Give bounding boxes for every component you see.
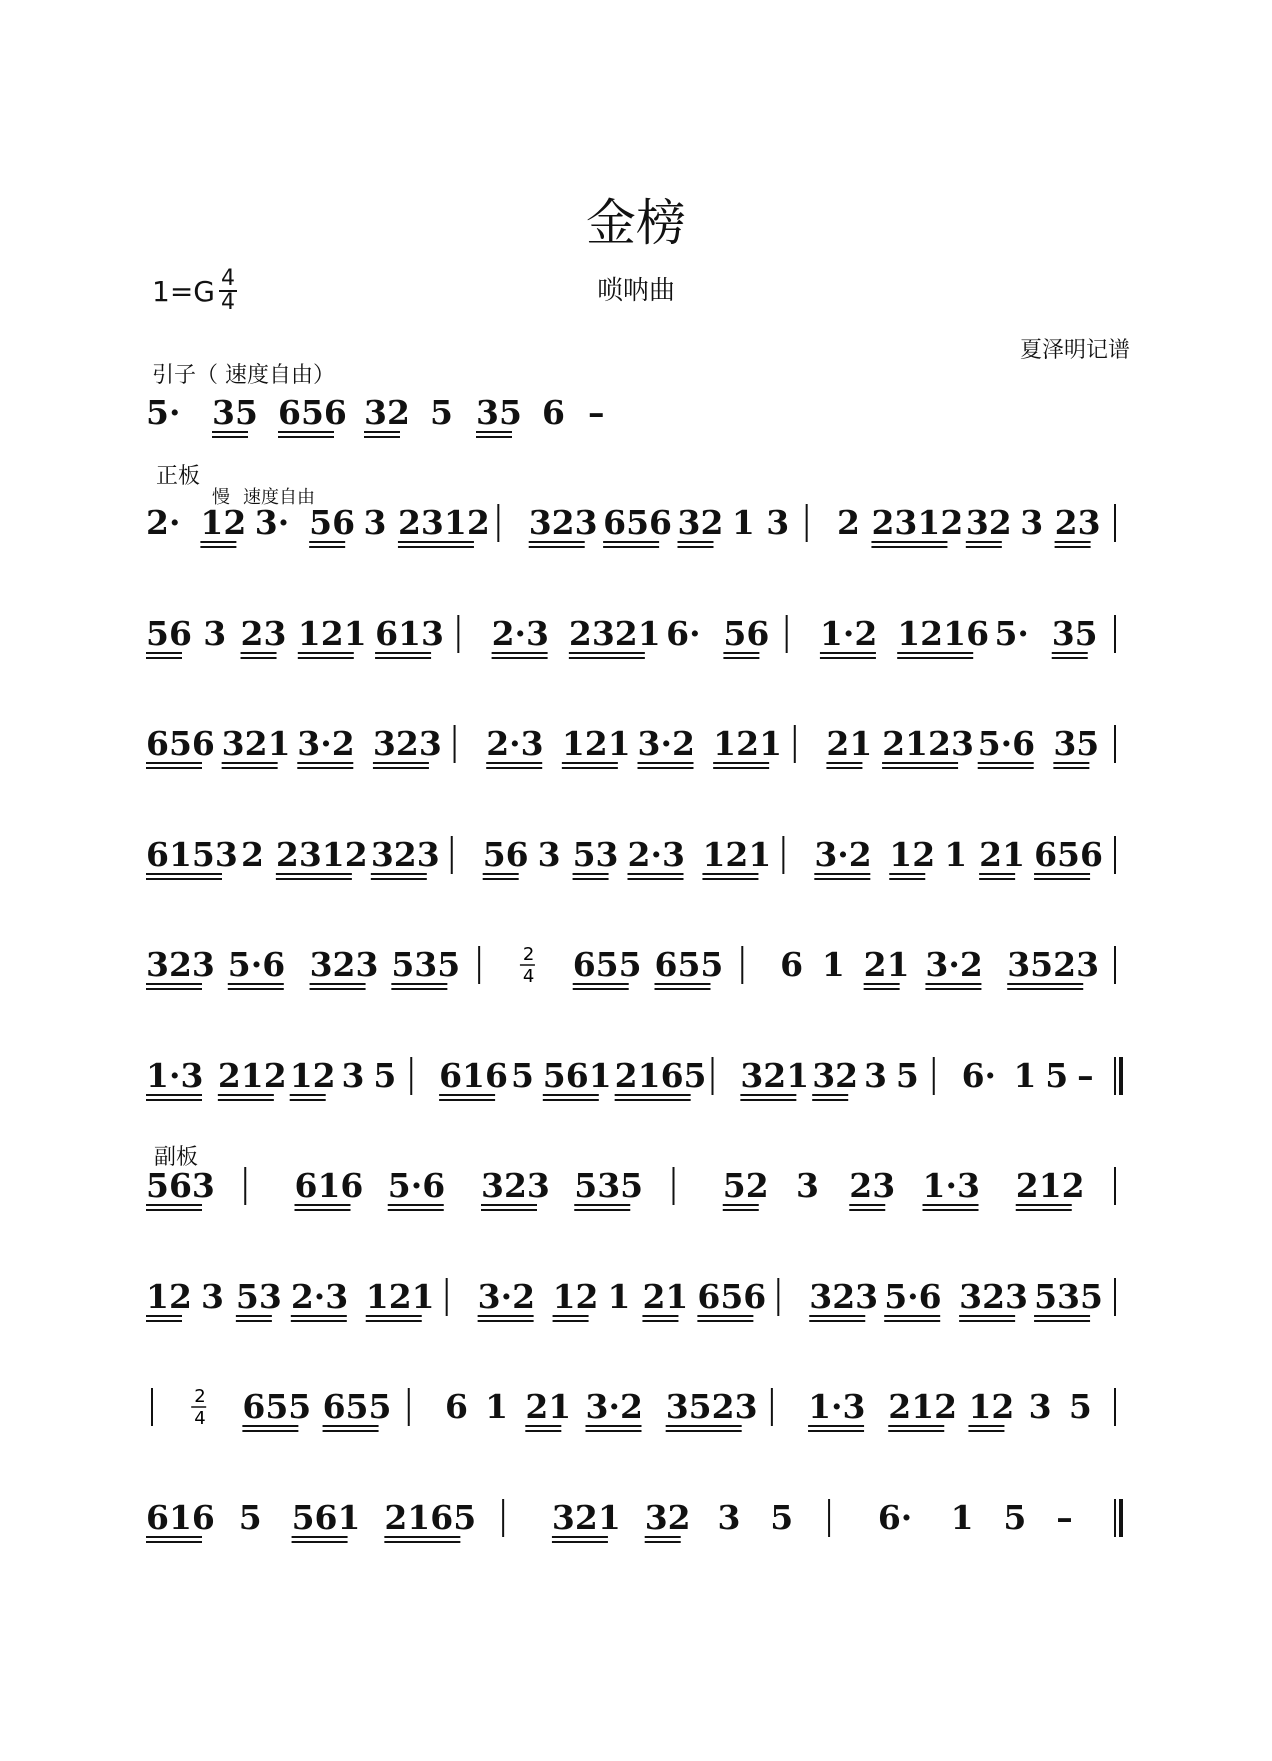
note-group: 1 — [731, 503, 755, 542]
note-group: 5 — [1045, 1056, 1069, 1095]
note-group: 3·2 — [637, 724, 695, 763]
note-group: 21 — [826, 724, 873, 763]
note-group: 21 — [979, 835, 1026, 874]
note-group: 56 — [482, 835, 529, 874]
note-group: 3 — [203, 614, 227, 653]
note-group: 2 — [837, 503, 861, 542]
score-line-svg — [146, 1386, 1131, 1438]
note-group: 1 — [821, 945, 845, 984]
section-secondary-label: 副板 — [154, 1145, 199, 1170]
note-group: 5·6 — [977, 724, 1036, 763]
note-group: 12 — [968, 1387, 1015, 1426]
note-group: 561 — [542, 1056, 612, 1095]
note-group: 212 — [217, 1056, 287, 1095]
note-group: 21 — [863, 945, 910, 984]
score-line-svg — [146, 1056, 1131, 1107]
note-group: 5 — [895, 1056, 919, 1095]
note-group: 3 — [1028, 1387, 1052, 1426]
note-group: 56 — [146, 614, 192, 653]
note-group: 1·2 — [819, 614, 878, 653]
note-group: 1216 — [897, 614, 990, 653]
note-group: 53 — [572, 835, 619, 874]
note-group: 5 — [430, 393, 453, 432]
note-group: 121 — [365, 1277, 435, 1316]
note-group: 563 — [146, 1166, 215, 1205]
note-group: – — [1077, 1056, 1094, 1095]
note-group: 5 — [1003, 1498, 1027, 1537]
note-group: 3 — [864, 1056, 888, 1095]
note-group: 2312 — [871, 503, 964, 542]
score-line-svg — [146, 724, 1131, 775]
score-line-secondary-1 — [146, 1166, 1131, 1209]
note-group: 35 — [212, 393, 258, 432]
note-group: 561 — [291, 1498, 361, 1537]
note-group: 12 — [146, 1277, 192, 1316]
note-group: 616 — [146, 1498, 215, 1537]
note-group: 5 — [373, 1056, 397, 1095]
note-group: 35 — [1053, 724, 1100, 763]
note-group: 23 — [1054, 503, 1101, 542]
note-group: 616 — [294, 1166, 364, 1205]
note-group: 5 — [238, 1498, 262, 1537]
score-line-secondary-4 — [146, 1498, 1131, 1541]
note-group: 535 — [574, 1166, 644, 1205]
note-group: 6153 — [146, 835, 238, 874]
note-group: 2321 — [568, 614, 661, 653]
note-group: 6 — [444, 1387, 468, 1426]
score-line-main-1 — [146, 503, 1131, 546]
note-group: 1 — [485, 1387, 509, 1426]
subtitle: 唢呐曲 — [596, 276, 675, 306]
note-group: 323 — [146, 945, 215, 984]
section-intro-label: 引子（ 速度自由） — [152, 363, 335, 388]
note-group: 323 — [809, 1277, 879, 1316]
note-group: 616 — [439, 1056, 508, 1095]
note-group: 12 — [889, 835, 936, 874]
tempo-slow: 慢 — [212, 487, 230, 508]
note-group: 2·3 — [290, 1277, 349, 1316]
note-group: 2·3 — [491, 614, 550, 653]
score-line-svg — [146, 1277, 1131, 1328]
note-group: 3 — [200, 1277, 224, 1316]
note-group: 3·2 — [814, 835, 872, 874]
note-group: 12 — [552, 1277, 599, 1316]
note-group: 5 — [1068, 1387, 1092, 1426]
note-group: 656 — [146, 724, 215, 763]
note-group: 321 — [551, 1498, 621, 1537]
section-main-label: 正板 — [156, 464, 201, 489]
note-group: 5· — [146, 393, 181, 432]
score-line-svg — [146, 393, 1131, 444]
note-group: 121 — [702, 835, 772, 874]
note-group: 23 — [849, 1166, 896, 1205]
note-group: 32 — [364, 393, 410, 432]
note-group: 656 — [278, 393, 347, 432]
note-group: 56 — [309, 503, 356, 542]
note-group: 53 — [235, 1277, 282, 1316]
note-group: 535 — [391, 945, 461, 984]
note-group: 3 — [1020, 503, 1044, 542]
meter-change-bottom: 4 — [522, 966, 535, 987]
note-group: 3·2 — [477, 1277, 536, 1316]
note-group: 655 — [322, 1387, 392, 1426]
note-group: 656 — [697, 1277, 767, 1316]
note-group: 6 — [780, 945, 804, 984]
note-group: 3 — [363, 503, 387, 542]
note-group: 535 — [1034, 1277, 1103, 1316]
note-group: 121 — [297, 614, 367, 653]
note-group: 323 — [528, 503, 598, 542]
meter-change-bottom: 4 — [194, 1408, 206, 1429]
note-group: 655 — [242, 1387, 312, 1426]
note-group: 1 — [944, 835, 968, 874]
note-group: 2 — [240, 835, 264, 874]
meter-change-top: 2 — [194, 1386, 206, 1407]
note-group: 323 — [370, 835, 440, 874]
note-group: 3·2 — [925, 945, 983, 984]
note-group: 1·3 — [808, 1387, 866, 1426]
score-line-main-6 — [146, 1056, 1131, 1099]
note-group: 2312 — [397, 503, 490, 542]
note-group: 1 — [1013, 1056, 1037, 1095]
note-group: 6· — [961, 1056, 997, 1095]
note-group: 655 — [654, 945, 724, 984]
note-group: 2165 — [384, 1498, 477, 1537]
note-group: – — [588, 393, 605, 432]
note-group: 3·2 — [297, 724, 355, 763]
note-group: 3 — [766, 503, 790, 542]
note-group: 2165 — [614, 1056, 707, 1095]
note-group: 23 — [240, 614, 287, 653]
note-group: 3 — [341, 1056, 365, 1095]
tempo-free: 速度自由 — [243, 487, 315, 508]
note-group: 1 — [950, 1498, 974, 1537]
note-group: 5·6 — [884, 1277, 942, 1316]
note-group: 32 — [812, 1056, 859, 1095]
note-group: 6· — [877, 1498, 913, 1537]
note-group: 3·2 — [585, 1387, 643, 1426]
note-group: 1 — [607, 1277, 631, 1316]
score-line-svg — [146, 1166, 1131, 1217]
note-group: 52 — [722, 1166, 769, 1205]
note-group: 32 — [677, 503, 724, 542]
key-label: 1=G — [152, 274, 215, 308]
note-group: 1·3 — [146, 1056, 204, 1095]
note-group: 21 — [642, 1277, 689, 1316]
score-line-svg — [146, 835, 1131, 886]
note-group: 656 — [1034, 835, 1103, 874]
score-line-svg — [146, 503, 1131, 554]
note-group: 56 — [723, 614, 770, 653]
piece-title: 金榜 — [586, 194, 686, 252]
note-group: 3523 — [1007, 945, 1100, 984]
note-group: 323 — [481, 1166, 550, 1205]
note-group: 323 — [959, 1277, 1029, 1316]
note-group: 5·6 — [227, 945, 286, 984]
score-line-secondary-2 — [146, 1277, 1131, 1320]
note-group: 656 — [603, 503, 673, 542]
score-line-main-5 — [146, 944, 1131, 988]
note-group: 3 — [537, 835, 561, 874]
note-group: 323 — [372, 724, 442, 763]
note-group: 5 — [510, 1056, 534, 1095]
score-line-main-2 — [146, 614, 1131, 657]
meter-change-top: 2 — [522, 944, 535, 965]
note-group: 6 — [542, 393, 565, 432]
note-group: 21 — [525, 1387, 572, 1426]
note-group: 121 — [713, 724, 783, 763]
note-group: 3 — [796, 1166, 819, 1205]
note-group: 35 — [1051, 614, 1098, 653]
note-group: 12 — [200, 503, 247, 542]
note-group: 655 — [572, 945, 642, 984]
note-group: 323 — [309, 945, 379, 984]
score-line-svg — [146, 614, 1131, 665]
note-group: 2123 — [882, 724, 974, 763]
note-group: 35 — [476, 393, 522, 432]
note-group: 212 — [1015, 1166, 1085, 1205]
note-group: 2·3 — [486, 724, 544, 763]
note-group: – — [1056, 1498, 1073, 1537]
time-signature-bottom: 4 — [220, 290, 235, 315]
score-line-intro — [146, 393, 1131, 436]
note-group: 6· — [666, 614, 701, 653]
note-group: 2· — [146, 503, 181, 542]
note-group: 2·3 — [627, 835, 685, 874]
note-group: 32 — [644, 1498, 691, 1537]
note-group: 2312 — [275, 835, 368, 874]
note-group: 5 — [770, 1498, 794, 1537]
note-group: 613 — [375, 614, 444, 653]
time-signature-top: 4 — [220, 266, 235, 291]
score-line-main-3 — [146, 724, 1131, 767]
note-group: 3· — [254, 503, 290, 542]
note-group: 3523 — [665, 1387, 758, 1426]
score-line-svg — [146, 1498, 1131, 1549]
note-group: 121 — [561, 724, 631, 763]
note-group: 12 — [289, 1056, 336, 1095]
note-group: 212 — [888, 1387, 958, 1426]
transcriber: 夏泽明记谱 — [1019, 338, 1130, 363]
note-group: 3 — [717, 1498, 741, 1537]
note-group: 32 — [965, 503, 1012, 542]
note-group: 321 — [740, 1056, 810, 1095]
score-line-main-4 — [146, 835, 1131, 878]
score-line-secondary-3 — [146, 1386, 1131, 1430]
note-group: 1·3 — [922, 1166, 980, 1205]
note-group: 321 — [221, 724, 291, 763]
note-group: 5·6 — [387, 1166, 446, 1205]
score-line-svg — [146, 944, 1131, 996]
note-group: 5· — [994, 614, 1029, 653]
